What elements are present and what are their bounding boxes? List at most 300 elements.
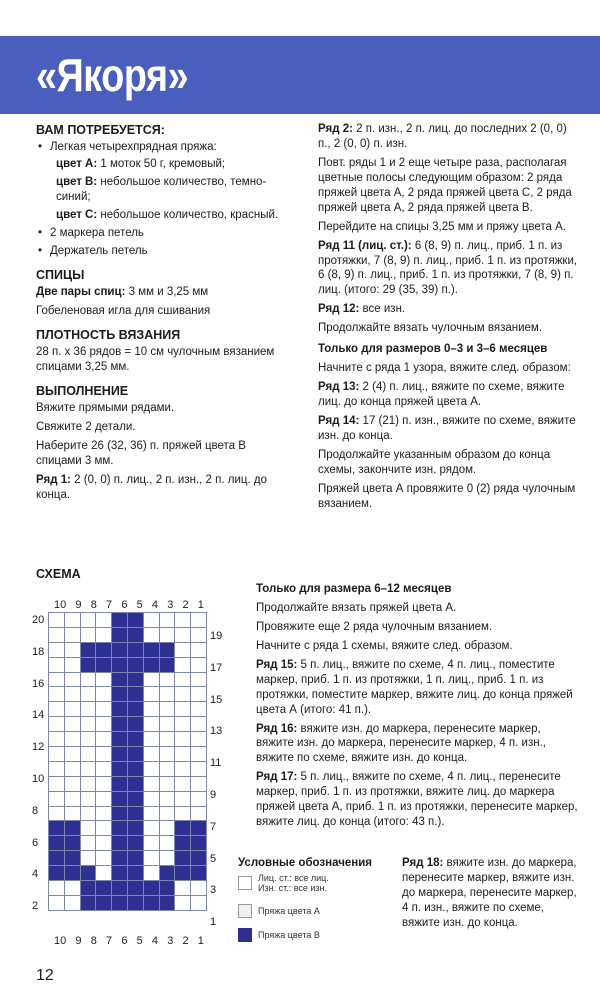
- page-title: «Якоря»: [36, 49, 189, 101]
- chart-cell-color-a: [96, 791, 112, 806]
- chart-cell-color-a: [191, 642, 207, 657]
- chart-cell-color-a: [49, 791, 65, 806]
- paragraph: Продолжайте вязать чулочным вязанием.: [318, 322, 543, 335]
- chart-cell-color-b: [127, 687, 143, 702]
- chart-cell-color-b: [112, 851, 128, 866]
- right-column: [318, 122, 580, 516]
- chart-cell-color-a: [80, 821, 96, 836]
- chart-cell-color-a: [64, 672, 80, 687]
- chart-cell-color-b: [80, 642, 96, 657]
- legend-text-line: Изн. ст.: все изн.: [258, 883, 328, 894]
- chart-column-number: 6: [121, 599, 128, 611]
- chart-cell-color-a: [143, 836, 159, 851]
- chart-row: [49, 866, 207, 881]
- chart-cell-color-a: [191, 702, 207, 717]
- chart-cell-color-a: [143, 821, 159, 836]
- chart-cell-color-b: [112, 821, 128, 836]
- chart-column-number: 8: [90, 935, 97, 947]
- chart-cell-color-b: [112, 761, 128, 776]
- chart-cell-color-a: [191, 806, 207, 821]
- chart-row-number-right: 11: [210, 757, 222, 770]
- chart-cell-color-b: [127, 776, 143, 791]
- paragraph: Продолжайте вязать пряжей цвета А.: [256, 601, 457, 614]
- row-label: Ряд 13:: [318, 381, 360, 394]
- chart-cell-color-a: [191, 672, 207, 687]
- chart-column-number: 5: [136, 935, 143, 947]
- chart-column-number: 2: [182, 935, 189, 947]
- paragraph: Повт. ряды 1 и 2 еще четыре раза, располагая цветные полосы следующим образом: 2 ряда пряжей цвета А, 2 ряда пряжей цвета С, 2 ряда пряжей цвета А, 2 ряда пряжей цвета В.: [318, 156, 572, 214]
- chart-row: [49, 672, 207, 687]
- chart-cell-color-a: [49, 806, 65, 821]
- chart-cell-color-b: [112, 672, 128, 687]
- chart-cell-color-a: [64, 702, 80, 717]
- chart-row-number-right: 17: [210, 661, 223, 674]
- execution-heading: ВЫПОЛНЕНИЕ: [36, 384, 129, 399]
- chart-cell-color-a: [159, 791, 175, 806]
- chart-cell-color-a: [143, 613, 159, 628]
- chart-cell-color-b: [127, 821, 143, 836]
- chart-column-number: 5: [136, 599, 143, 611]
- chart-cell-color-a: [191, 895, 207, 910]
- chart-cell-color-a: [159, 747, 175, 762]
- knitting-chart-grid: [48, 612, 207, 911]
- chart-cell-color-b: [96, 642, 112, 657]
- left-column: [36, 122, 294, 507]
- chart-cell-color-b: [159, 881, 175, 896]
- chart-row: [49, 687, 207, 702]
- chart-cell-color-a: [159, 732, 175, 747]
- row-13: [318, 380, 580, 410]
- chart-column-number: 10: [54, 599, 67, 611]
- chart-cell-color-a: [64, 627, 80, 642]
- chart-cell-color-b: [96, 881, 112, 896]
- chart-cell-color-a: [143, 717, 159, 732]
- chart-row-number-right: 9: [210, 788, 217, 801]
- chart-row-number-left: 16: [32, 677, 45, 690]
- row-2: [318, 122, 580, 152]
- list-item: [50, 140, 294, 155]
- chart-cell-color-b: [127, 791, 143, 806]
- chart-cell-color-a: [64, 657, 80, 672]
- chart-cell-color-a: [49, 732, 65, 747]
- color-c: [36, 208, 294, 223]
- chart-cell-color-a: [96, 717, 112, 732]
- chart-cell-color-a: [49, 672, 65, 687]
- chart-cell-color-a: [49, 717, 65, 732]
- row-label: Ряд 11 (лиц. ст.):: [318, 239, 412, 252]
- chart-cell-color-a: [80, 702, 96, 717]
- chart-cell-color-b: [127, 806, 143, 821]
- chart-cell-color-a: [96, 836, 112, 851]
- chart-cell-color-b: [143, 642, 159, 657]
- chart-row: [49, 657, 207, 672]
- chart-cell-color-a: [80, 613, 96, 628]
- gauge-text: 28 п. х 36 рядов = 10 см чулочным вязанием спицами 3,25 мм.: [36, 346, 275, 374]
- chart-cell-color-a: [64, 642, 80, 657]
- chart-cell-color-a: [159, 672, 175, 687]
- chart-heading: СХЕМА: [36, 567, 81, 581]
- paragraph: Начните с ряда 1 узора, вяжите след. образом:: [318, 362, 571, 375]
- chart-cell-color-b: [96, 895, 112, 910]
- chart-cell-color-a: [159, 821, 175, 836]
- row-label: Ряд 15:: [256, 658, 298, 671]
- chart-cell-color-a: [175, 806, 191, 821]
- chart-cell-color-b: [80, 866, 96, 881]
- row-1: [36, 473, 294, 503]
- chart-column-number: 7: [106, 599, 113, 611]
- chart-row-number-right: 3: [210, 884, 217, 897]
- row-text: 2 (0, 0) п. лиц., 2 п. изн., 2 п. лиц. до конца.: [36, 474, 267, 501]
- chart-cell-color-a: [159, 851, 175, 866]
- chart-cell-color-b: [112, 881, 128, 896]
- chart-cell-color-a: [49, 761, 65, 776]
- chart-cell-color-b: [64, 836, 80, 851]
- legend-swatch-yarn-b: [238, 928, 252, 942]
- chart-row-number-left: 6: [32, 836, 39, 849]
- chart-cell-color-a: [175, 761, 191, 776]
- chart-column-number: 8: [90, 599, 97, 611]
- chart-cell-color-a: [64, 613, 80, 628]
- chart-row: [49, 717, 207, 732]
- chart-cell-color-a: [175, 613, 191, 628]
- chart-row: [49, 791, 207, 806]
- paragraph: Продолжайте указанным образом до конца схемы, закончите изн. рядом.: [318, 448, 551, 476]
- color-c-label: цвет С:: [56, 209, 98, 221]
- size-heading-text: Только для размера 6–12 месяцев: [256, 583, 452, 595]
- row-label: Ряд 14:: [318, 414, 360, 427]
- chart-cell-color-a: [96, 732, 112, 747]
- chart-cell-color-a: [175, 627, 191, 642]
- chart-cell-color-b: [80, 895, 96, 910]
- legend-label-knit: [258, 873, 329, 894]
- exec-text-2: Свяжите 2 детали.: [36, 421, 136, 434]
- chart-row-number-right: 15: [210, 693, 223, 706]
- chart-column-number: 6: [121, 935, 128, 947]
- chart-cell-color-a: [96, 747, 112, 762]
- row-label: Ряд 2:: [318, 123, 353, 135]
- chart-cell-color-b: [112, 732, 128, 747]
- chart-cell-color-a: [143, 702, 159, 717]
- chart-row: [49, 806, 207, 821]
- chart-cell-color-a: [175, 672, 191, 687]
- chart-cell-color-a: [64, 687, 80, 702]
- chart-cell-color-a: [49, 702, 65, 717]
- chart-cell-color-a: [159, 761, 175, 776]
- chart-cell-color-b: [159, 895, 175, 910]
- chart-cell-color-a: [175, 791, 191, 806]
- chart-cell-color-a: [96, 702, 112, 717]
- chart-column-number: 10: [54, 935, 67, 947]
- chart-cell-color-b: [159, 866, 175, 881]
- chart-cell-color-b: [175, 821, 191, 836]
- chart-cell-color-a: [49, 747, 65, 762]
- chart-cell-color-a: [143, 776, 159, 791]
- chart-cell-color-b: [143, 895, 159, 910]
- chart-cell-color-a: [175, 642, 191, 657]
- chart-row-number-left: 10: [32, 773, 45, 785]
- list-item: • Держатель петель: [50, 244, 294, 259]
- chart-cell-color-a: [80, 732, 96, 747]
- row-label: Ряд 16:: [256, 722, 298, 735]
- chart-cell-color-a: [96, 687, 112, 702]
- chart-cell-color-a: [191, 657, 207, 672]
- chart-row: [49, 836, 207, 851]
- chart-cell-color-a: [191, 613, 207, 628]
- row-text: все изн.: [359, 303, 406, 316]
- chart-cell-color-b: [112, 866, 128, 881]
- chart-cell-color-a: [159, 806, 175, 821]
- chart-cell-color-b: [112, 642, 128, 657]
- chart-cell-color-a: [175, 881, 191, 896]
- chart-cell-color-a: [64, 806, 80, 821]
- chart-cell-color-b: [127, 866, 143, 881]
- chart-cell-color-b: [112, 702, 128, 717]
- color-a-text: 1 моток 50 г, кремовый;: [97, 158, 226, 171]
- chart-cell-color-a: [96, 776, 112, 791]
- chart-row-number-left: 4: [32, 868, 39, 881]
- color-a-label: цвет А:: [56, 158, 98, 171]
- row-text: 2 п. изн., 2 п. лиц. до последних 2 (0, 0) п., 2 (0, 0) п. изн.: [318, 123, 567, 150]
- paragraph: Перейдите на спицы 3,25 мм и пряжу цвета А.: [318, 220, 566, 233]
- chart-cell-color-a: [80, 687, 96, 702]
- chart-cell-color-b: [80, 657, 96, 672]
- chart-cell-color-b: [143, 657, 159, 672]
- chart-cell-color-a: [96, 761, 112, 776]
- chart-column-number: 4: [151, 599, 159, 611]
- chart-cell-color-a: [143, 851, 159, 866]
- chart-cell-color-b: [112, 791, 128, 806]
- chart-cell-color-a: [191, 732, 207, 747]
- chart-cell-color-a: [96, 821, 112, 836]
- chart-row: [49, 627, 207, 642]
- chart-cell-color-b: [64, 851, 80, 866]
- chart-row: [49, 821, 207, 836]
- chart-cell-color-b: [112, 613, 128, 628]
- paragraph: Начните с ряда 1 схемы, вяжите след. образом.: [256, 639, 513, 652]
- chart-cell-color-b: [127, 627, 143, 642]
- chart-cell-color-a: [191, 881, 207, 896]
- chart-cell-color-a: [143, 672, 159, 687]
- chart-cell-color-a: [64, 747, 80, 762]
- chart-cell-color-b: [96, 657, 112, 672]
- chart-row-number-right: 5: [210, 852, 217, 865]
- legend-swatch-knit: [238, 876, 252, 890]
- exec-text-3: Наберите 26 (32, 36) п. пряжей цвета В спицами 3 мм.: [36, 440, 246, 468]
- chart-cell-color-a: [96, 613, 112, 628]
- chart-cell-color-b: [112, 627, 128, 642]
- row-11: [318, 239, 580, 299]
- chart-cell-color-a: [159, 702, 175, 717]
- chart-cell-color-a: [80, 851, 96, 866]
- chart-cell-color-b: [191, 866, 207, 881]
- chart-cell-color-b: [112, 806, 128, 821]
- row-18-text: [402, 856, 580, 931]
- legend-label-yarn-b: Пряжа цвета В: [258, 930, 320, 940]
- row-15: [256, 658, 580, 718]
- chart-cell-color-b: [49, 866, 65, 881]
- materials-heading: ВАМ ПОТРЕБУЕТСЯ:: [36, 123, 165, 137]
- chart-cell-color-b: [143, 881, 159, 896]
- chart-cell-color-a: [191, 627, 207, 642]
- row-label: Ряд 1:: [36, 474, 71, 487]
- chart-cell-color-a: [96, 627, 112, 642]
- chart-column-number: 7: [106, 935, 113, 947]
- color-b-label: цвет В:: [56, 176, 98, 189]
- chart-cell-color-a: [80, 761, 96, 776]
- chart-cell-color-a: [143, 747, 159, 762]
- chart-cell-color-a: [80, 776, 96, 791]
- chart-cell-color-b: [127, 881, 143, 896]
- chart-cell-color-b: [80, 881, 96, 896]
- chart-row-number-right: 19: [210, 629, 223, 642]
- chart-cell-color-a: [80, 627, 96, 642]
- chart-cell-color-a: [175, 732, 191, 747]
- chart-cell-color-a: [64, 761, 80, 776]
- row-18: [402, 856, 580, 935]
- chart-cell-color-a: [96, 866, 112, 881]
- needles-label: Две пары спиц:: [36, 286, 126, 299]
- chart-row-number-right: 7: [210, 820, 217, 833]
- chart-cell-color-a: [143, 791, 159, 806]
- chart-cell-color-a: [49, 657, 65, 672]
- chart-cell-color-b: [127, 851, 143, 866]
- chart-cell-color-a: [159, 613, 175, 628]
- chart-cell-color-a: [143, 806, 159, 821]
- chart-cell-color-b: [112, 776, 128, 791]
- chart-cell-color-a: [175, 702, 191, 717]
- chart-row-number-left: 20: [32, 614, 45, 626]
- chart-cell-color-b: [127, 761, 143, 776]
- row-17: [256, 770, 580, 830]
- chart-row-number-left: 12: [32, 741, 45, 754]
- row-12: [318, 302, 580, 317]
- chart-cell-color-b: [127, 732, 143, 747]
- chart-row-number-right: 1: [210, 916, 217, 929]
- chart-cell-color-a: [143, 627, 159, 642]
- gauge-heading: ПЛОТНОСТЬ ВЯЗАНИЯ: [36, 327, 181, 342]
- chart-row: [49, 642, 207, 657]
- chart-cell-color-a: [143, 761, 159, 776]
- row-label: Ряд 18:: [402, 857, 444, 869]
- chart-row: [49, 895, 207, 910]
- chart-cell-color-a: [175, 776, 191, 791]
- legend-heading: Условные обозначения: [238, 857, 373, 869]
- chart-cell-color-a: [80, 747, 96, 762]
- chart-cell-color-a: [49, 613, 65, 628]
- chart-cell-color-a: [96, 851, 112, 866]
- chart-cell-color-b: [175, 866, 191, 881]
- chart-cell-color-b: [49, 851, 65, 866]
- chart-cell-color-a: [80, 717, 96, 732]
- sizes-heading: [318, 342, 580, 357]
- chart-cell-color-a: [159, 627, 175, 642]
- chart-cell-color-a: [64, 895, 80, 910]
- chart-cell-color-a: [191, 776, 207, 791]
- chart-cell-color-a: [80, 791, 96, 806]
- chart-cell-color-a: [175, 687, 191, 702]
- chart-cell-color-a: [175, 717, 191, 732]
- chart-column-number: 9: [75, 599, 82, 611]
- color-b: [36, 175, 294, 205]
- exec-text-1: Вяжите прямыми рядами.: [36, 402, 175, 415]
- chart-cell-color-a: [191, 687, 207, 702]
- chart-cell-color-b: [127, 672, 143, 687]
- paragraph: Провяжите еще 2 ряда чулочным вязанием.: [256, 620, 493, 633]
- row-text: вяжите изн. до маркера, перенесите маркер, вяжите изн. до маркера, перенесите маркер, 4 п. изн., вяжите по схеме, вяжите изн. до конца.: [402, 857, 577, 929]
- chart-cell-color-b: [191, 851, 207, 866]
- row-text: 2 (4) п. лиц., вяжите по схеме, вяжите лиц. до конца пряжей цвета А.: [318, 381, 565, 408]
- chart-row-number-right: 13: [210, 725, 223, 738]
- chart-cell-color-a: [159, 836, 175, 851]
- chart-cell-color-a: [80, 672, 96, 687]
- chart-row-number-left: 14: [32, 709, 45, 722]
- chart-cell-color-b: [112, 717, 128, 732]
- chart-cell-color-a: [64, 791, 80, 806]
- chart-row: [49, 761, 207, 776]
- chart-column-number: 2: [182, 599, 189, 611]
- chart-column-number: 9: [75, 935, 82, 947]
- chart-cell-color-b: [127, 895, 143, 910]
- chart-cell-color-a: [191, 761, 207, 776]
- chart-cell-color-a: [96, 672, 112, 687]
- chart-cell-color-b: [112, 657, 128, 672]
- chart-column-number: 4: [151, 935, 159, 947]
- row-text: 5 п. лиц., вяжите по схеме, 4 п. лиц., перенесите маркер, приб. 1 п. из протяжки, вяжите лиц. до маркера пряжей цвета А, приб. 1 п. из протяжки, перенесите маркер, вяжите лиц. до конца (итого: 43 п.).: [256, 771, 578, 829]
- chart-column-number: 1: [197, 935, 204, 947]
- chart-cell-color-b: [127, 642, 143, 657]
- paragraph: Пряжей цвета А провяжите 0 (2) ряда чулочным вязанием.: [318, 482, 576, 510]
- chart-row: [49, 613, 207, 628]
- chart-cell-color-b: [127, 613, 143, 628]
- row-text: 17 (21) п. изн., вяжите по схеме, вяжите изн. до конца.: [318, 414, 576, 442]
- chart-cell-color-a: [49, 881, 65, 896]
- chart-cell-color-b: [191, 821, 207, 836]
- chart-cell-color-a: [159, 776, 175, 791]
- title-band: [0, 36, 600, 114]
- chart-cell-color-b: [127, 717, 143, 732]
- chart-row: [49, 851, 207, 866]
- chart-cell-color-b: [49, 836, 65, 851]
- chart-row-number-left: 8: [32, 804, 39, 817]
- color-a: [36, 157, 294, 172]
- chart-cell-color-b: [112, 836, 128, 851]
- chart-row: [49, 702, 207, 717]
- chart-row: [49, 776, 207, 791]
- needles-heading: СПИЦЫ: [36, 267, 85, 282]
- chart-cell-color-a: [191, 717, 207, 732]
- row-text: вяжите изн. до маркера, перенесите маркер, вяжите изн. до маркера, перенесите маркер, 4 п. изн., вяжите по схеме, вяжите изн. до конца.: [256, 722, 546, 765]
- chart-cell-color-a: [49, 642, 65, 657]
- row-14: [318, 414, 580, 444]
- chart-cell-color-b: [159, 642, 175, 657]
- chart-cell-color-b: [127, 657, 143, 672]
- yarn-text: Легкая четырехпрядная пряжа:: [50, 141, 217, 154]
- chart-cell-color-b: [49, 821, 65, 836]
- needles-text: [36, 285, 294, 300]
- chart-cell-color-b: [191, 836, 207, 851]
- page-number: 12: [36, 967, 54, 984]
- list-item: • 2 маркера петель: [50, 226, 294, 241]
- needles-value: 3 мм и 3,25 мм: [125, 286, 209, 299]
- sizes-heading-text: Только для размеров 0–3 и 3–6 месяцев: [318, 343, 548, 356]
- chart-cell-color-a: [143, 687, 159, 702]
- chart-cell-color-a: [175, 747, 191, 762]
- chart-cell-color-a: [64, 717, 80, 732]
- chart-cell-color-a: [80, 836, 96, 851]
- chart-cell-color-a: [175, 657, 191, 672]
- size-heading: [256, 582, 580, 597]
- chart-cell-color-b: [127, 836, 143, 851]
